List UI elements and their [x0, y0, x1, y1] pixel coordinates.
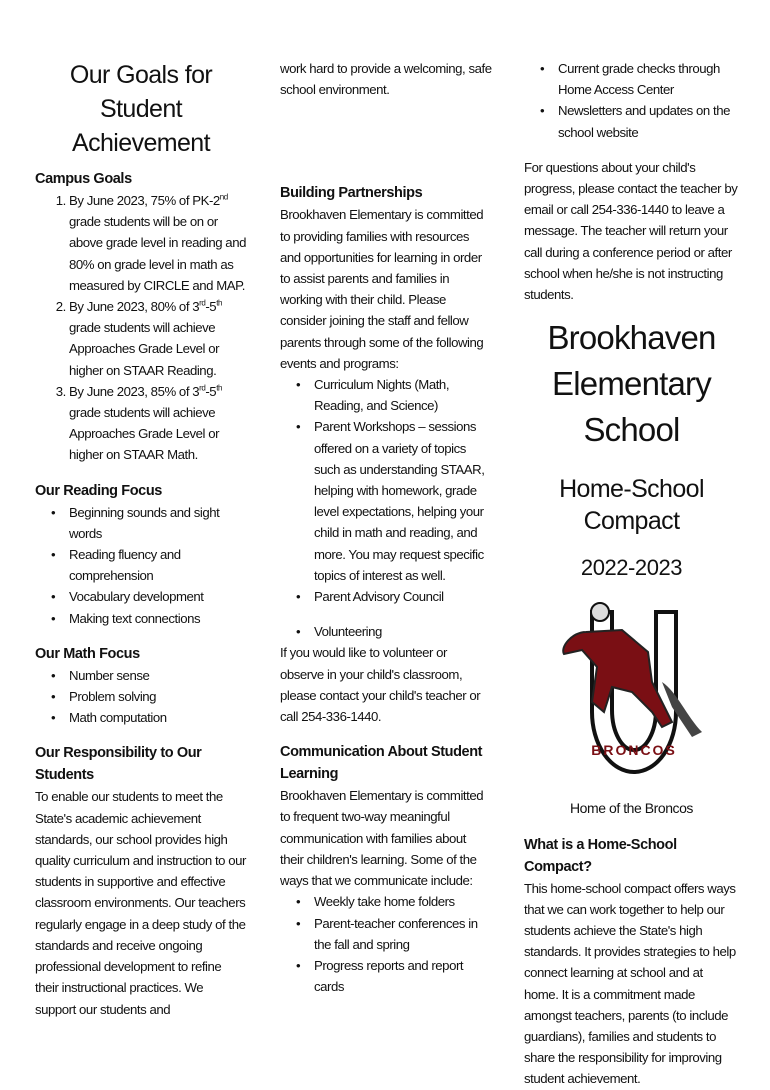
column-left [35, 58, 247, 1020]
list-item: • Progress reports and report cards [314, 955, 492, 997]
communication-list-cont [524, 58, 739, 143]
partnerships-heading: Building Partnerships [280, 185, 423, 202]
list-item: • Beginning sounds and sight words [69, 502, 247, 544]
communication-list [280, 891, 492, 997]
list-item: • Curriculum Nights (Math, Reading, and Science) [314, 374, 492, 416]
responsibility-heading: Our Responsibility to Our Students [35, 745, 202, 784]
math-focus-heading: Our Math Focus [35, 645, 140, 662]
school-name: Brookhaven Elementary School [547, 319, 716, 449]
compact-title: Home-School Compact [559, 475, 704, 536]
list-item: • Parent-teacher conferences in the fall and spring [314, 913, 492, 955]
volunteer-list [280, 621, 492, 642]
volunteer-text: If you would like to volunteer or observe in your child's classroom, please contact your child's teacher or call 254-336-1440. [280, 645, 481, 725]
list-item: • Volunteering [314, 621, 492, 642]
list-item: • Weekly take home folders [314, 891, 492, 912]
broncos-logo [552, 592, 712, 782]
column-middle [280, 58, 492, 997]
list-item: • Parent Workshops – sessions offered on a variety of topics such as understanding STAAR, helping with homework, grade level expectations, helping your child in math and reading, and more. You may request specific topics of interest as well. [314, 416, 492, 586]
list-item: • Math computation [69, 707, 247, 728]
goals-title: Our Goals for Student Achievement [69, 61, 213, 157]
partnerships-text: Brookhaven Elementary is committed to providing families with resources and opportunities for learning in order to assist parents and families in working with their child. Please consider joining the staff and fellow parents through some of the following events and programs: [280, 207, 484, 371]
partnerships-list [280, 374, 492, 607]
column-right [524, 58, 739, 1090]
reading-focus-heading: Our Reading Focus [35, 482, 162, 499]
list-item: • Reading fluency and comprehension [69, 544, 247, 586]
campus-goal: 1. By June 2023, 75% of PK-2nd grade students will be on or above grade level in reading and 80% on grade level in math as measured by CIRCLE and MAP. [69, 190, 247, 296]
campus-goal: 2. By June 2023, 80% of 3rd-5th grade students will achieve Approaches Grade Level or higher on STAAR Reading. [69, 296, 247, 381]
school-year: 2022-2023 [580, 555, 683, 581]
communication-text: Brookhaven Elementary is committed to frequent two-way meaningful communication with families about their children's learning. Some of the ways that we communicate include: [280, 788, 484, 889]
list-item: • Number sense [69, 665, 247, 686]
svg-text:BRONCOS: BRONCOS [590, 742, 677, 759]
responsibility-text: To enable our students to meet the State's academic achievement standards, our school provides high quality curriculum and instruction to our students in supportive and effective classroom environments. Our teachers regularly engage in a deep study of the standards and receive ongoing professional development to refine their instructional practices. We support our students and [35, 789, 246, 1017]
list-item: • Parent Advisory Council [314, 586, 492, 607]
list-item: • Newsletters and updates on the school website [558, 100, 739, 142]
list-item: • Current grade checks through Home Access Center [558, 58, 739, 100]
what-is-text: This home-school compact offers ways that we can work together to help our students achieve the State's high standards. It provides strategies to help connect learning at school and at home. It is a commitment made amongst teachers, parents (to include guardians), families and students to share the responsibility for improving student achievement. [524, 880, 736, 1087]
communication-heading: Communication About Student Learning [280, 744, 483, 783]
math-focus-list [35, 665, 247, 729]
campus-goals-heading: Campus Goals [35, 171, 132, 187]
what-is-heading: What is a Home-School Compact? [524, 836, 677, 875]
campus-goals-list [35, 190, 247, 466]
list-item: • Making text connections [69, 608, 247, 629]
questions-text: For questions about your child's progress, please contact the teacher by email or call 254-336-1440 to leave a message. The teacher will return your call during a conference period or after school when he/she is not instructing students. [524, 159, 738, 303]
continued-text: work hard to provide a welcoming, safe school environment. [280, 61, 492, 98]
reading-focus-list [35, 502, 247, 629]
list-item: • Vocabulary development [69, 586, 247, 607]
list-item: • Problem solving [69, 686, 247, 707]
logo-caption: Home of the Broncos [570, 800, 693, 817]
campus-goal: 3. By June 2023, 85% of 3rd-5th grade students will achieve Approaches Grade Level or higher on STAAR Math. [69, 381, 247, 466]
